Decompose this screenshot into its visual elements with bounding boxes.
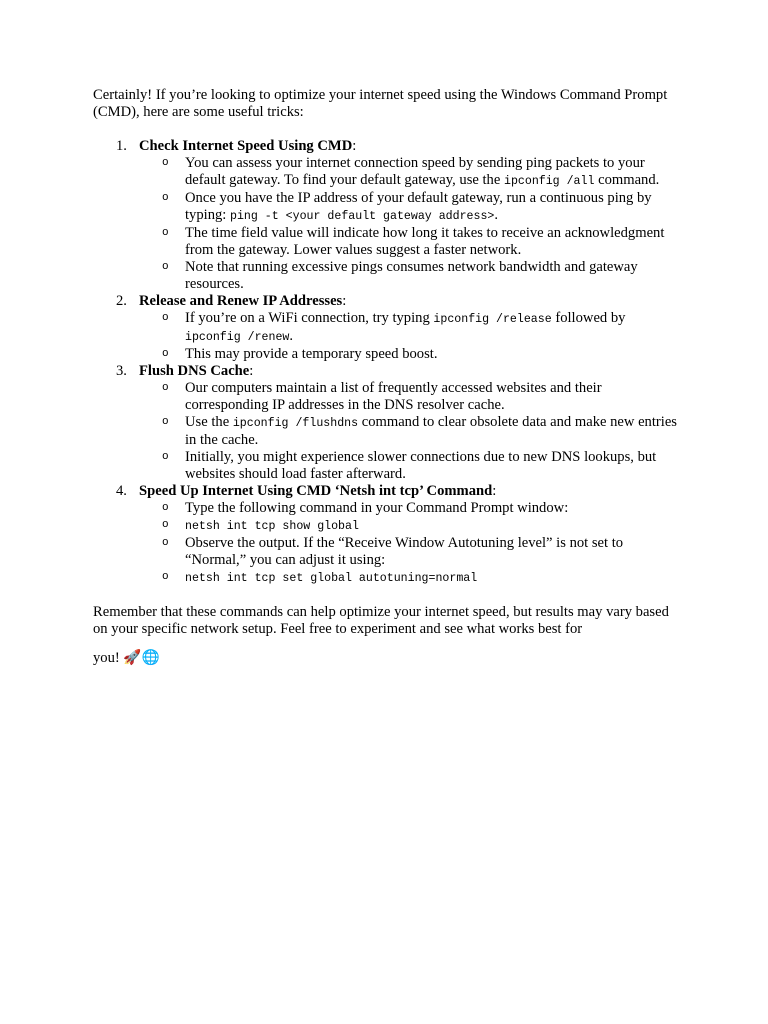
item-text: Note that running excessive pings consumes network bandwidth and gateway resources. xyxy=(185,259,638,292)
item-text: Use the xyxy=(185,414,233,430)
section-number: 1. xyxy=(116,138,127,154)
list-item xyxy=(139,346,683,363)
bullet-icon: o xyxy=(162,451,169,463)
list-item xyxy=(139,225,683,259)
list-item xyxy=(139,414,683,449)
bullet-icon: o xyxy=(162,261,169,273)
list-item xyxy=(139,155,683,190)
inline-code: ping -t <your default gateway address> xyxy=(230,210,495,223)
item-text: You can assess your internet connection speed by sending ping packets to your default gateway. To find your default gateway, use the xyxy=(185,155,645,188)
section-title-suffix: : xyxy=(352,138,357,154)
item-text: Our computers maintain a list of frequently accessed websites and their corresponding IP addresses in the DNS resolver cache. xyxy=(185,380,602,413)
section-heading xyxy=(139,483,683,500)
bullet-icon: o xyxy=(162,348,169,360)
list-item xyxy=(139,500,683,517)
list-section xyxy=(93,293,683,363)
bullet-icon: o xyxy=(162,519,169,531)
inline-code: ipconfig /flushdns xyxy=(232,417,359,430)
intro-paragraph: Certainly! If you’re looking to optimize your internet speed using the Windows Command Prompt (CMD), here are some useful tricks: xyxy=(93,87,668,120)
inline-code: ipconfig /renew xyxy=(185,331,290,344)
item-text: followed by xyxy=(551,310,626,326)
inline-code: ipconfig /release xyxy=(433,313,552,326)
inline-code: netsh int tcp set global autotuning=normal xyxy=(185,572,478,585)
list-item xyxy=(139,310,683,346)
item-text: If you’re on a WiFi connection, try typing xyxy=(185,310,434,326)
item-text: Initially, you might experience slower connections due to new DNS lookups, but websites should load faster afterward. xyxy=(185,449,657,482)
bullet-icon: o xyxy=(162,312,169,324)
item-text: Once you have the IP address of your default gateway, run a continuous ping by typing: xyxy=(185,190,652,223)
section-number: 4. xyxy=(116,483,127,499)
list-section xyxy=(93,138,683,293)
section-title-suffix: : xyxy=(492,483,497,499)
section-heading xyxy=(139,293,683,310)
item-text: . xyxy=(289,328,294,344)
section-items xyxy=(139,155,683,293)
section-title: Check Internet Speed Using CMD xyxy=(139,138,353,154)
section-heading xyxy=(139,363,683,380)
list-item xyxy=(139,380,683,414)
bullet-icon: o xyxy=(162,227,169,239)
section-title: Release and Renew IP Addresses xyxy=(139,293,343,309)
bullet-icon: o xyxy=(162,157,169,169)
item-text: Observe the output. If the “Receive Window Autotuning level” is not set to “Normal,” you can adjust it using: xyxy=(185,535,624,568)
bullet-icon: o xyxy=(162,416,169,428)
list-section xyxy=(93,363,683,483)
bullet-icon: o xyxy=(162,192,169,204)
list-item xyxy=(139,190,683,225)
closing-line: you! 🚀🌐 xyxy=(93,650,160,666)
section-title: Speed Up Internet Using CMD ‘Netsh int tcp’ Command xyxy=(139,483,493,499)
section-title: Flush DNS Cache xyxy=(139,363,250,379)
section-title-suffix: : xyxy=(342,293,347,309)
list-item xyxy=(139,517,683,535)
document-page xyxy=(93,87,683,667)
item-text: . xyxy=(494,207,499,223)
inline-code: ipconfig /all xyxy=(503,175,595,188)
section-number: 2. xyxy=(116,293,127,309)
inline-code: netsh int tcp show global xyxy=(185,520,359,533)
bullet-icon: o xyxy=(162,571,169,583)
section-heading xyxy=(139,138,683,155)
section-items xyxy=(139,310,683,363)
section-items xyxy=(139,500,683,587)
list-section xyxy=(93,483,683,587)
list-item xyxy=(139,449,683,483)
section-title-suffix: : xyxy=(249,363,254,379)
bullet-icon: o xyxy=(162,502,169,514)
list-item xyxy=(139,259,683,293)
section-number: 3. xyxy=(116,363,127,379)
item-text: Type the following command in your Command Prompt window: xyxy=(185,500,569,516)
tips-list xyxy=(93,138,683,587)
item-text: This may provide a temporary speed boost. xyxy=(185,346,438,362)
section-items xyxy=(139,380,683,483)
list-item xyxy=(139,535,683,569)
item-text: The time field value will indicate how long it takes to receive an acknowledgment from the gateway. Lower values suggest a faster network. xyxy=(185,225,665,258)
item-text: command. xyxy=(594,172,660,188)
bullet-icon: o xyxy=(162,382,169,394)
list-item xyxy=(139,569,683,587)
bullet-icon: o xyxy=(162,537,169,549)
closing-paragraph: Remember that these commands can help optimize your internet speed, but results may vary based on your specific network setup. Feel free to experiment and see what works best for xyxy=(93,604,669,637)
item-text: command to clear obsolete data and make new entries in the cache. xyxy=(185,414,677,448)
